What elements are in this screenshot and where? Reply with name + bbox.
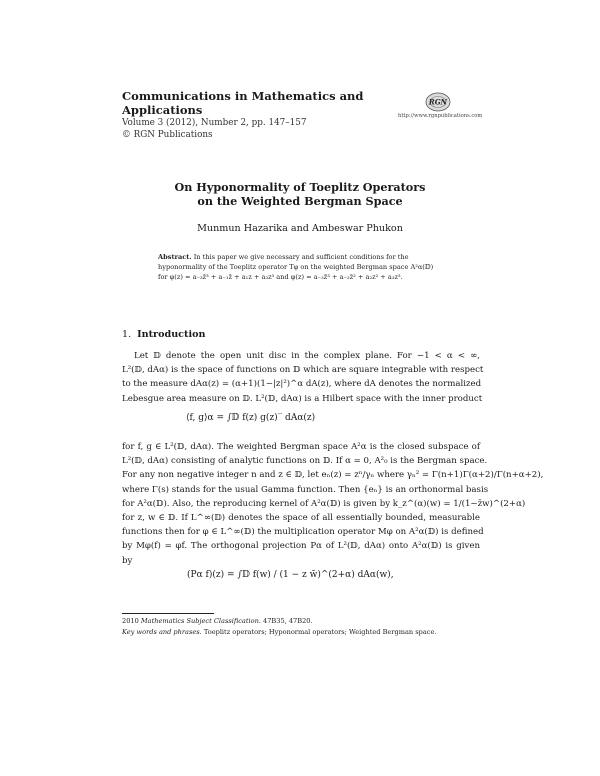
keywords-text: Toeplitz operators; Hyponormal operators; Weighted Bergman space. bbox=[201, 628, 437, 636]
projection-equation: (Pα f)(z) = ∫𝔻 f(w) / (1 − z w̄)^(2+α) dAα(w), bbox=[187, 570, 394, 580]
text-line: for f, g ∈ L²(𝔻, dAα). The weighted Bergman space A²α is the closed subspace of bbox=[122, 442, 480, 452]
section-heading bbox=[122, 329, 205, 340]
text-line: where Γ(s) stands for the usual Gamma function. Then {eₙ} is an orthonormal basis bbox=[122, 484, 489, 495]
logo-text: RGN bbox=[428, 97, 448, 107]
publisher-url[interactable]: http://www.rgnpublications.com bbox=[398, 113, 483, 119]
abstract-text: In this paper we give necessary and sufficient conditions for the bbox=[191, 253, 409, 261]
copyright: © RGN Publications bbox=[122, 130, 213, 140]
publisher-logo bbox=[398, 92, 483, 119]
abstract-label: Abstract. bbox=[158, 253, 192, 261]
footnote-divider bbox=[122, 613, 214, 614]
abstract-line bbox=[158, 252, 444, 262]
msc-label: Mathematics Subject Classification. bbox=[140, 617, 261, 625]
text-line: Let 𝔻 denote the open unit disc in the complex plane. For −1 < α < ∞, bbox=[134, 351, 480, 361]
rgn-logo-icon bbox=[425, 92, 451, 112]
inner-product-equation: ⟨f, g⟩α = ∫𝔻 f(z) g(z)‾ dAα(z) bbox=[186, 413, 316, 423]
text-line: for z, w ∈ 𝔻. If L^∞(𝔻) denotes the space of all essentially bounded, measurable bbox=[122, 513, 480, 524]
section-title: Introduction bbox=[137, 329, 206, 340]
journal-header bbox=[122, 89, 442, 141]
paper-title-line1: On Hyponormality of Toeplitz Operators bbox=[174, 180, 426, 194]
authors: Munmun Hazarika and Ambeswar Phukon bbox=[197, 223, 403, 234]
footnote-msc bbox=[122, 617, 482, 627]
msc-codes: 47B35, 47B20. bbox=[260, 617, 313, 625]
text-line: by bbox=[122, 555, 133, 566]
paragraph-1 bbox=[122, 349, 484, 406]
keywords-label: Key words and phrases. bbox=[122, 628, 202, 636]
paper-title-line2: on the Weighted Bergman Space bbox=[197, 194, 403, 208]
text-line: L²(𝔻, dAα) is the space of functions on 𝔻 which are square integrable with respect bbox=[122, 365, 484, 376]
text-line: to the measure dAα(z) = (α+1)(1−|z|²)^α dA(z), where dA denotes the normalized bbox=[122, 379, 482, 390]
section-number: 1. bbox=[122, 329, 132, 340]
text-line: L²(𝔻, dAα) consisting of analytic functions on 𝔻. If α = 0, A²₀ is the Bergman space. bbox=[122, 456, 488, 467]
abstract-line: hyponormality of the Toeplitz operator Tφ on the weighted Bergman space A²α(𝔻) bbox=[158, 263, 434, 272]
journal-name: Communications in Mathematics and Applications bbox=[122, 89, 364, 117]
text-line: by Mφ(f) = φf. The orthogonal projection Pα of L²(𝔻, dAα) onto A²α(𝔻) is given bbox=[122, 541, 480, 552]
text-line: For any non negative integer n and z ∈ 𝔻, let eₙ(z) = zⁿ/γₙ where γₙ² = Γ(n+1)Γ(α+2)/Γ(n+α+2), bbox=[122, 470, 544, 481]
text-line: Lebesgue area measure on 𝔻. L²(𝔻, dAα) is a Hilbert space with the inner product bbox=[122, 393, 483, 404]
abstract-line: for φ(z) = a₋₃z̄³ + a₋₁z̄ + a₁z + a₃z³ and φ(z) = a₋₃z̄³ + a₋₂z̄² + a₂z² + a₃z³. bbox=[158, 273, 403, 282]
text-line: for A²α(𝔻). Also, the reproducing kernel of A²α(𝔻) is given by k_z^(α)(w) = 1/(1−z̄w)^(2+α) bbox=[122, 498, 526, 509]
text-line: functions then for φ ∈ L^∞(𝔻) the multiplication operator Mφ on A²α(𝔻) is defined bbox=[122, 527, 484, 538]
footnote-keywords bbox=[122, 628, 482, 638]
paragraph-2 bbox=[122, 440, 544, 568]
volume-info: Volume 3 (2012), Number 2, pp. 147–157 bbox=[122, 118, 307, 128]
msc-prefix: 2010 bbox=[122, 617, 141, 625]
abstract bbox=[158, 252, 444, 283]
